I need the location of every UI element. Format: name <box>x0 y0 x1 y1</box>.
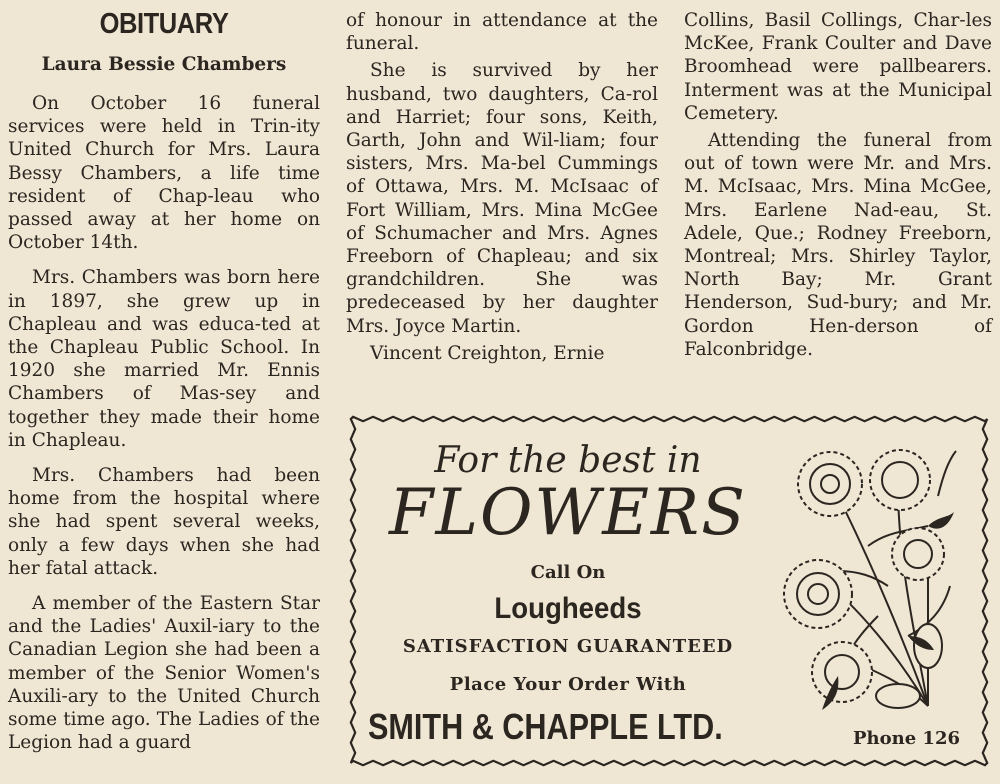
obituary-paragraph: Mrs. Chambers had been home from the hospital where she had spent several weeks, only a few days when she had her fatal attack. <box>8 465 320 579</box>
obituary-paragraph-continued: Collins, Basil Collings, Char-les McKee, Frank Coulter and Dave Broomhead were pallbearers. Interment was at the Municipal Cemetery. <box>684 10 992 124</box>
ad-call-on: Call On <box>530 562 606 583</box>
obituary-paragraph: Attending the funeral from out of town were Mr. and Mrs. M. McIsaac, Mrs. Mina McGee, Mrs. Earlene Nad-eau, St. Adele, Que.; Rodney Freeborn, Montreal; Mrs. Shirley Taylor, North Bay; Mr. Grant Henderson, Sud-bury; and Mr. Gordon Hen-derson of Falconbridge. <box>684 130 992 360</box>
flower-advertisement <box>348 414 990 768</box>
ad-order-with: Place Your Order With <box>449 674 687 695</box>
obituary-column-2 <box>346 9 658 369</box>
ad-company-name: SMITH & CHAPPLE LTD. <box>368 706 723 747</box>
obituary-paragraph: She is survived by her husband, two daughters, Ca-rol and Harriet; four sons, Keith, Garth, John and Wil-liam; four sisters, Mrs. Ma-bel Cummings of Ottawa, Mrs. M. McIsaac of Fort William, Mrs. Mina McGee of Schumacher and Mrs. Agnes Freeborn of Chapleau; and six grandchildren. She was predeceased by her daughter Mrs. Joyce Martin. <box>346 60 658 337</box>
obituary-paragraph: Vincent Creighton, Ernie <box>370 342 605 364</box>
obituary-paragraph-continued: of honour in attendance at the funeral. <box>346 10 658 55</box>
deceased-name: Laura Bessie Chambers <box>41 54 287 75</box>
ad-florist-name: Lougheeds <box>494 592 642 625</box>
obituary-column-1 <box>8 0 320 766</box>
obituary-headline: OBITUARY <box>99 8 229 40</box>
obituary-paragraph: Mrs. Chambers was born here in 1897, she grew up in Chapleau and was educa-ted at the Chapleau Public School. In 1920 she married Mr. Ennis Chambers of Mas-sey and together they made their home in Chapleau. <box>8 267 320 451</box>
obituary-paragraph: On October 16 funeral services were held in Trin-ity United Church for Mrs. Laura Bessy Chambers, a life time resident of Chap-leau who passed away at her home on October 14th. <box>8 93 320 254</box>
carnation-bouquet-icon <box>778 436 958 716</box>
ad-guarantee: SATISFACTION GUARANTEED <box>402 636 734 657</box>
ad-product: FLOWERS <box>389 476 747 550</box>
obituary-paragraph: A member of the Eastern Star and the Ladies' Auxil-iary to the Canadian Legion she had been a member of the Senior Women's Auxili-ary to the United Church some time ago. The Ladies of the Legion had a guard <box>8 593 320 754</box>
obituary-column-3 <box>684 9 992 365</box>
ad-tagline: For the best in <box>434 440 702 481</box>
ad-phone: Phone 126 <box>853 728 961 749</box>
